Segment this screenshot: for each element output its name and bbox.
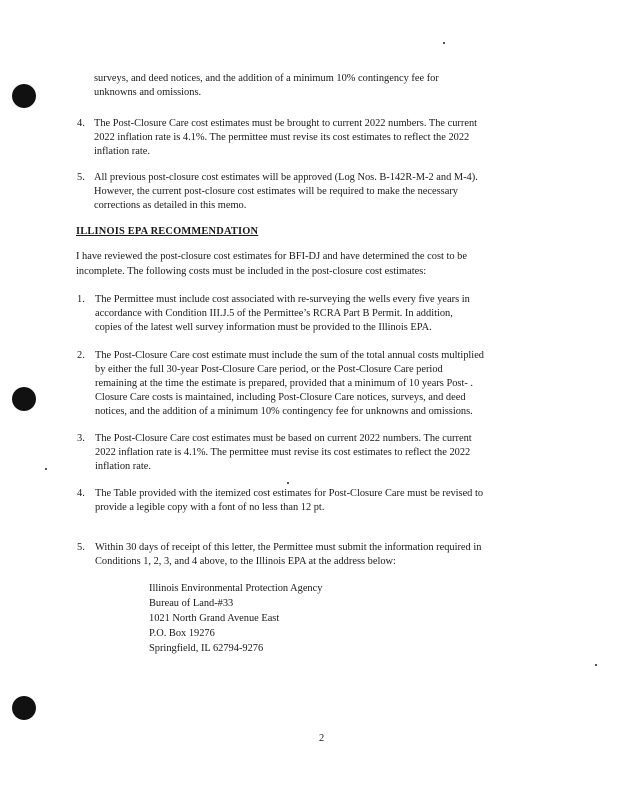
list-item-line: remaining at the time the estimate is prepared, provided that a minimum of 10 years Post- . (95, 378, 474, 389)
scan-speck (443, 42, 445, 44)
intro-line: I have reviewed the post-closure cost estimates for BFI-DJ and have determined the cost to be (76, 251, 467, 262)
page-number: 2 (319, 733, 325, 744)
list-item-line: inflation rate. (94, 146, 150, 157)
list-number: 4. (77, 488, 85, 499)
list-item-line: copies of the latest well survey information must be provided to the Illinois EPA. (95, 322, 432, 333)
intro-line: incomplete. The following costs must be included in the post-closure cost estimates: (76, 266, 427, 277)
list-number: 4. (77, 118, 85, 129)
list-item-line: corrections as detailed in this memo. (94, 200, 247, 211)
address-line: 1021 North Grand Avenue East (149, 613, 280, 624)
carryover-line: surveys, and deed notices, and the addition of a minimum 10% contingency fee for (94, 73, 439, 84)
list-item-line: The Post-Closure Care cost estimates must be brought to current 2022 numbers. The current (94, 118, 478, 129)
address-line: Illinois Environmental Protection Agency (149, 583, 323, 594)
address-line: Springfield, IL 62794-9276 (149, 643, 264, 654)
section-heading: ILLINOIS EPA RECOMMENDATION (76, 226, 259, 237)
punch-hole-middle (12, 387, 36, 411)
list-number: 1. (77, 294, 85, 305)
list-item-line: The Post-Closure Care cost estimate must include the sum of the total annual costs multiplied (95, 350, 484, 361)
list-item-line: However, the current post-closure cost estimates will be required to make the necessary (94, 186, 458, 197)
list-number: 5. (77, 172, 85, 183)
list-item-line: All previous post-closure cost estimates will be approved (Log Nos. B-142R-M-2 and M-4). (94, 172, 478, 183)
punch-hole-top (12, 84, 36, 108)
list-number: 2. (77, 350, 85, 361)
scan-speck (287, 482, 289, 484)
list-item-line: Conditions 1, 2, 3, and 4 above, to the Illinois EPA at the address below: (95, 556, 396, 567)
list-item-line: inflation rate. (95, 461, 151, 472)
list-item-line: The Permittee must include cost associated with re-surveying the wells every five years in (95, 294, 470, 305)
list-item-line: 2022 inflation rate is 4.1%. The permittee must revise its cost estimates to reflect the 2022 (94, 132, 470, 143)
scan-speck (45, 468, 47, 470)
list-item-line: notices, and the addition of a minimum 10% contingency fee for unknowns and omissions. (95, 406, 473, 417)
list-item-line: by either the full 30-year Post-Closure Care period, or the Post-Closure Care period (95, 364, 443, 375)
scan-speck (595, 664, 597, 666)
list-item-line: The Table provided with the itemized cost estimates for Post-Closure Care must be revised to (95, 488, 484, 499)
list-item-line: provide a legible copy with a font of no less than 12 pt. (95, 502, 325, 513)
list-item-line: Within 30 days of receipt of this letter, the Permittee must submit the information required in (95, 542, 482, 553)
address-line: P.O. Box 19276 (149, 628, 215, 639)
list-item-line: 2022 inflation rate is 4.1%. The permittee must revise its cost estimates to reflect the 2022 (95, 447, 471, 458)
list-item-line: The Post-Closure Care cost estimates must be based on current 2022 numbers. The current (95, 433, 472, 444)
list-item-line: Closure Care costs is maintained, including Post-Closure Care notices, surveys, and deed (95, 392, 466, 403)
address-line: Bureau of Land-#33 (149, 598, 234, 609)
list-number: 5. (77, 542, 85, 553)
list-item-line: accordance with Condition III.J.5 of the Permittee’s RCRA Part B Permit. In addition, (95, 308, 453, 319)
punch-hole-bottom (12, 696, 36, 720)
list-number: 3. (77, 433, 85, 444)
carryover-line: unknowns and omissions. (94, 87, 202, 98)
